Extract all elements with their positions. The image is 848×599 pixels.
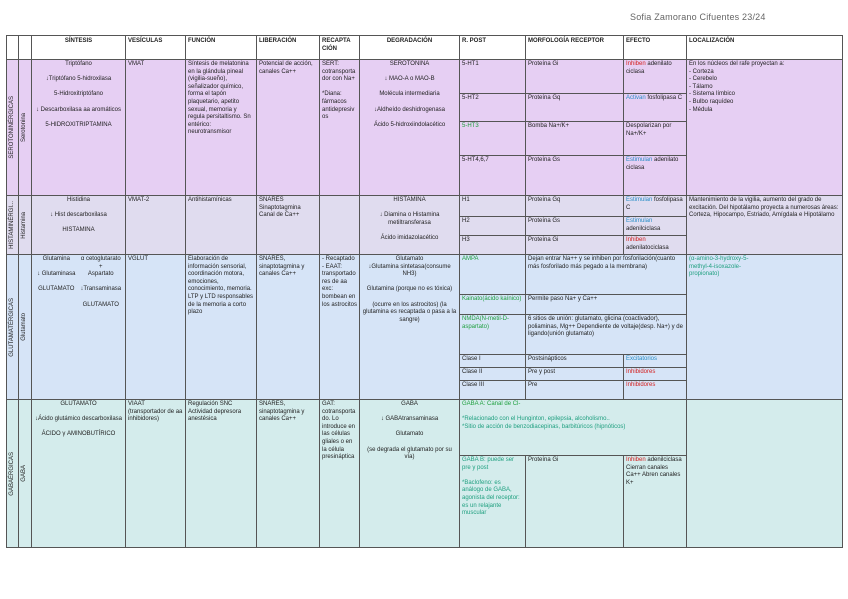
glutamato-degradacion: Glutamato ↓Glutamina sintetasa(consume NH3) Glutamina (porque no es tóxica) (ocurre en los astrocitos) (la glutamina es recaptada o pasa a la sangre) [360,255,460,400]
serotonina-recaptacion: SERT: cotransportador con Na+ *Diana: fármacos antidepresivos [320,60,360,196]
receptor-nmda: NMDA(N-metil-D-aspartato) [460,315,526,355]
gaba-a-receptor: GABA A: Canal de Cl- *Relacionado con el Hunginton, epilepsia, alcoholismo.. *Sitio de acción de benzodiacepinas, barbitúricos (hipnóticos) [460,400,687,456]
efecto-h2: Estimulan adenilciclasa [624,217,687,236]
gaba-sintesis: GLUTAMATO ↓Ácido glutámico descarboxilasa ÁCIDO γ AMINOBUTÍRICO [32,400,126,548]
gaba-vesiculas: VIAAT (transportador de aa inhibidores) [126,400,186,548]
glutamato-localizacion: (α-amino-3-hydroxy-5-methyl-4-isoxazole-propionato) [687,255,843,400]
receptor-h3: H3 [460,236,526,255]
author-label: Sofia Zamorano Cifuentes 23/24 [630,12,766,22]
receptor-h2: H2 [460,217,526,236]
receptor-5ht3: 5-HT3 [460,122,526,156]
group-serotoninergicas: SEROTONINÉRGICAS [9,96,15,159]
serotonina-degradacion: SEROTONINA ↓ MAO-A o MAO-B Molécula intermediaria ↓Aldheído deshidrogenasa Ácido 5-hidroxiindolacético [360,60,460,196]
receptor-clase1: Clase I [460,355,526,368]
efecto-clase2: Inhibidores [624,368,687,381]
header-degradacion: DEGRADACIÓN [360,36,460,60]
gaba-row [7,400,843,456]
efecto-5ht3: Despolarizan por Na+/K+ [624,122,687,156]
header-sintesis: SÍNTESIS [32,36,126,60]
group-histaminergicas: HISTAMINÉRGI... [9,201,15,249]
serotonina-liberacion: Potencial de acción, canales Ca++ [257,60,320,196]
receptor-clase3: Clase III [460,381,526,400]
receptor-kainato: Kainato(ácido kaínico) [460,295,526,315]
serotonina-funcion: Síntesis de melatonina en la glándula pineal (vigilia-sueño), señalizador químico, forma el tapón plaquetario, apetito sexual, memoria y regula persitaltismo. Sn entérico: neurotransmisor [186,60,257,196]
name-histamina: Histamina [21,211,27,239]
gaba-recaptacion: GAT: cotransportado. Lo introduce en las células gliales o en la célula presináptica [320,400,360,548]
morf-kainato: Permite paso Na+ y Ca++ [526,295,687,315]
glutamato-liberacion: SNARES, sinaptotagmina y canales Ca++ [257,255,320,400]
efecto-clase3: Inhibidores [624,381,687,400]
glutamato-sintesis: Glutamina ↓ Glutaminasa GLUTAMATO α cetoglutarato + Aspartato ↓Transaminasa GLUTAMATO [32,255,126,400]
group-gabaergicas: GABAÉRGICAS [9,451,15,496]
gaba-liberacion: SNARES, sinaptotagmina y canales Ca++ [257,400,320,548]
efecto-5ht1: Inhiben adenilato ciclasa [624,60,687,94]
receptor-5ht2: 5-HT2 [460,94,526,122]
glutamato-vesiculas: VGLUT [126,255,186,400]
name-gaba: GABA [21,465,27,482]
header-funcion: FUNCIÓN [186,36,257,60]
morf-h2: Proteína Gs [526,217,624,236]
serotonina-vesiculas: VMAT [126,60,186,196]
morf-clase2: Pre y post [526,368,624,381]
serotonina-localizacion: En los núcleos del rafe proyectan a: - Corteza - Cerebelo - Tálamo - Sistema límbico - Bulbo raquídeo - Médula [687,60,843,196]
morf-nmda: 6 sitios de unión: glutamato, glicina (coactivador), poliaminas, Mg++ Dependiente de voltaje(desp. Na+) y de ligando(unión glutamato) [526,315,687,355]
header-localizacion: LOCALIZACIÓN [687,36,843,60]
morf-5ht3: Bomba Na+/K+ [526,122,624,156]
efecto-clase1: Excitatorios [624,355,687,368]
histamina-recaptacion [320,196,360,255]
efecto-5ht2: Activan fosfolipasa C [624,94,687,122]
receptor-ampa: AMPA [460,255,526,295]
serotonina-row [7,60,843,94]
gaba-degradacion: GABA ↓ GABAtransaminasa Glutamato (se degrada el glutamato por su vía) [360,400,460,548]
receptor-clase2: Clase II [460,368,526,381]
morf-clase3: Pre [526,381,624,400]
header-efecto: EFECTO [624,36,687,60]
receptor-h1: H1 [460,196,526,217]
histamina-vesiculas: VMAT-2 [126,196,186,255]
morf-clase1: Postsinápticos [526,355,624,368]
gaba-b-receptor: GABA B: puede ser pre y post *Baclofeno: es análogo de GABA, agonista del receptor: es un relajante muscular [460,456,526,548]
efecto-5ht4: Estimulan adenilato ciclasa [624,156,687,196]
header-vesiculas: VESÍCULAS [126,36,186,60]
gaba-localizacion [687,400,843,548]
receptor-5ht1: 5-HT1 [460,60,526,94]
serotonina-sintesis: Triptófano ↓Triptófano 5-hidroxilasa 5-Hidroxitriptófano ↓ Descarboxilasa aa aromáticos 5-HIDROXITRIPTAMINA [32,60,126,196]
header-rpost: R. POST [460,36,526,60]
histamina-localizacion: Mantenimiento de la vigilia, aumento del grado de excitación. Del hipotálamo proyecta a numerosas áreas: Corteza, Hipocampo, Estriado, Amígdala e Hipotálamo [687,196,843,255]
efecto-gaba-b: Inhiben adenilciclasa Cierran canales Ca++ Abren canales K+ [624,456,687,548]
morf-ampa: Dejan entrar Na++ y se inhiben por fosforilación(cuanto más fosforilado más pegado a la membrana) [526,255,687,295]
morf-5ht2: Proteína Gq [526,94,624,122]
efecto-h1: Estimulan fosfolipasa C [624,196,687,217]
morf-5ht4: Proteína Gs [526,156,624,196]
glutamato-row [7,255,843,295]
morf-5ht1: Proteína Gi [526,60,624,94]
neurotransmitter-table [6,35,843,548]
header-liberacion: LIBERACIÓN [257,36,320,60]
morf-h3: Proteína Gi [526,236,624,255]
glutamato-recaptacion: - Recaptado - EAAT: transportadores de aa exc: bombean en los astrocitos [320,255,360,400]
morf-gaba-b: Proteína Gi [526,456,624,548]
header-morfologia: MORFOLOGÍA RECEPTOR [526,36,624,60]
histamina-degradacion: HISTAMINA ↓ Diamina o Histamina metiltransferasa Ácido imidazolacético [360,196,460,255]
histamina-sintesis: Histidina ↓ Hist descarboxilasa HISTAMINA [32,196,126,255]
efecto-h3: Inhiben adenilatociclasa [624,236,687,255]
histamina-row [7,196,843,217]
glutamato-funcion: Elaboración de información sensorial, coordinación motora, emociones, conocimiento, memoria. LTP y LTD responsables de la memoria a corto plazo [186,255,257,400]
morf-h1: Proteína Gq [526,196,624,217]
histamina-liberacion: SNARES Sinaptotagmina Canal de Ca++ [257,196,320,255]
name-glutamato: Glutamato [21,313,27,341]
name-serotonina: Serotonina [21,112,27,143]
receptor-5ht4: 5-HT4,6,7 [460,156,526,196]
group-glutamatergicas: GLUTAMATÉRGICAS [9,297,15,357]
header-recaptacion: RECAPTA CIÓN [320,36,360,60]
histamina-funcion: Antihistamínicas [186,196,257,255]
gaba-funcion: Regulación SNC Actividad depresora anestésica [186,400,257,548]
header-row [7,36,843,60]
